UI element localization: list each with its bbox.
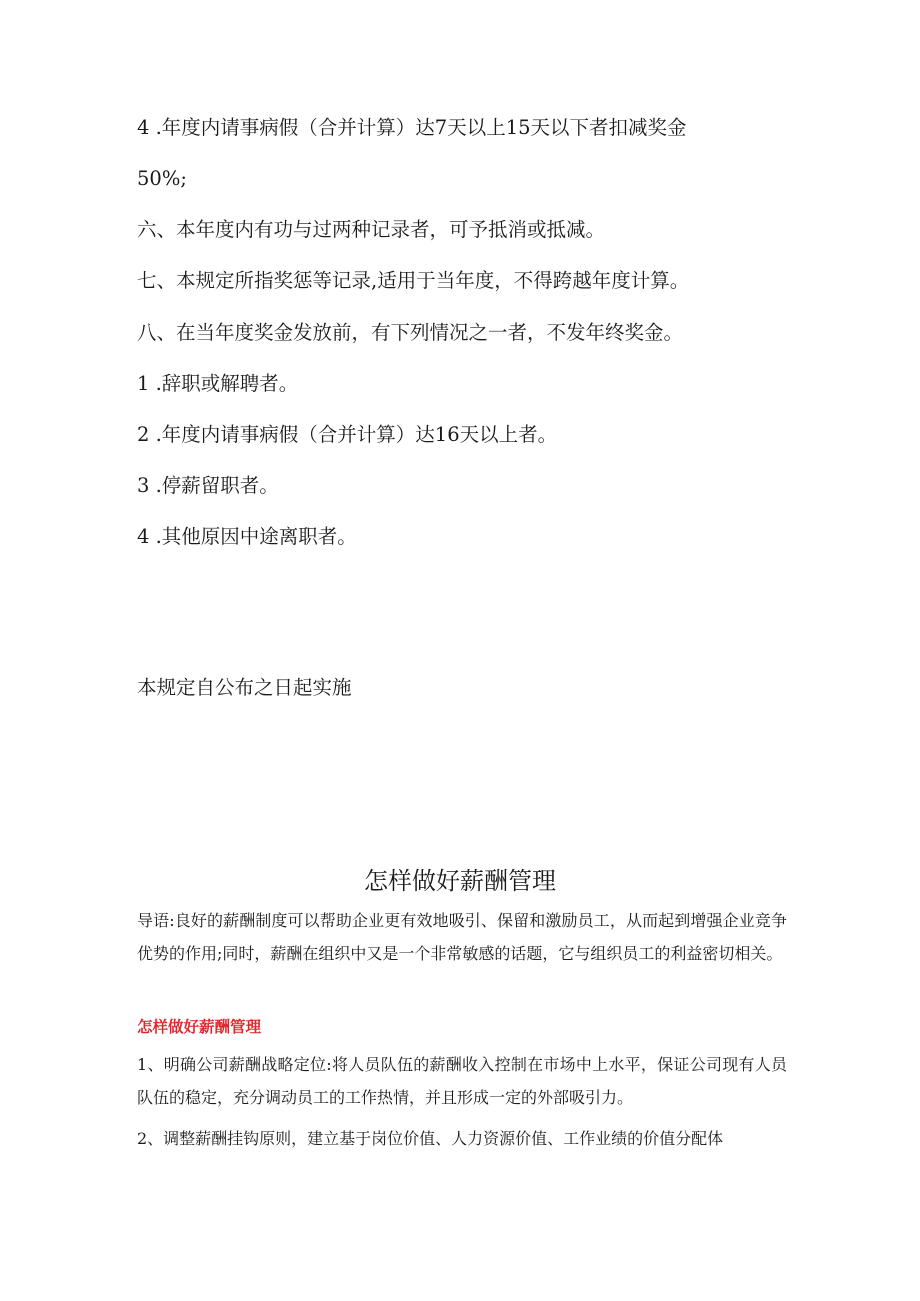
- article-title: 怎样做好薪酬管理: [364, 867, 556, 895]
- article-subheading: 怎样做好薪酬管理: [137, 1018, 262, 1036]
- rule-eight-item-4: 4 .其他原因中途离职者。: [137, 525, 357, 548]
- rule-section-seven: 七、本规定所指奖惩等记录,适用于当年度，不得跨越年度计算。: [137, 269, 690, 292]
- article-point-2: 2、调整薪酬挂钩原则，建立基于岗位价值、人力资源价值、工作业绩的价值分配体: [137, 1129, 724, 1148]
- effective-date-statement: 本规定自公布之日起实施: [137, 676, 352, 699]
- rule-eight-item-2: 2 .年度内请事病假（合并计算）达16天以上者。: [137, 423, 558, 446]
- rule-item-4-continued: 50%;: [137, 167, 187, 190]
- article-intro: 导语:良好的薪酬制度可以帮助企业更有效地吸引、保留和激励员工，从而起到增强企业竞争优势的作用;同时，薪酬在组织中又是一个非常敏感的话题，它与组织员工的利益密切相关。: [137, 911, 787, 963]
- rule-eight-item-1: 1 .辞职或解聘者。: [137, 372, 299, 395]
- rule-section-six: 六、本年度内有功与过两种记录者，可予抵消或抵减。: [137, 218, 606, 241]
- rule-section-eight: 八、在当年度奖金发放前，有下列情况之一者，不发年终奖金。: [137, 321, 684, 344]
- rule-eight-item-3: 3 .停薪留职者。: [137, 474, 279, 497]
- rule-item-4-deduction: 4 .年度内请事病假（合并计算）达7天以上15天以下者扣减奖金: [137, 116, 687, 139]
- article-point-1: 1、明确公司薪酬战略定位:将人员队伍的薪酬收入控制在市场中上水平，保证公司现有人员队伍的稳定，充分调动员工的工作热情，并且形成一定的外部吸引力。: [137, 1055, 787, 1107]
